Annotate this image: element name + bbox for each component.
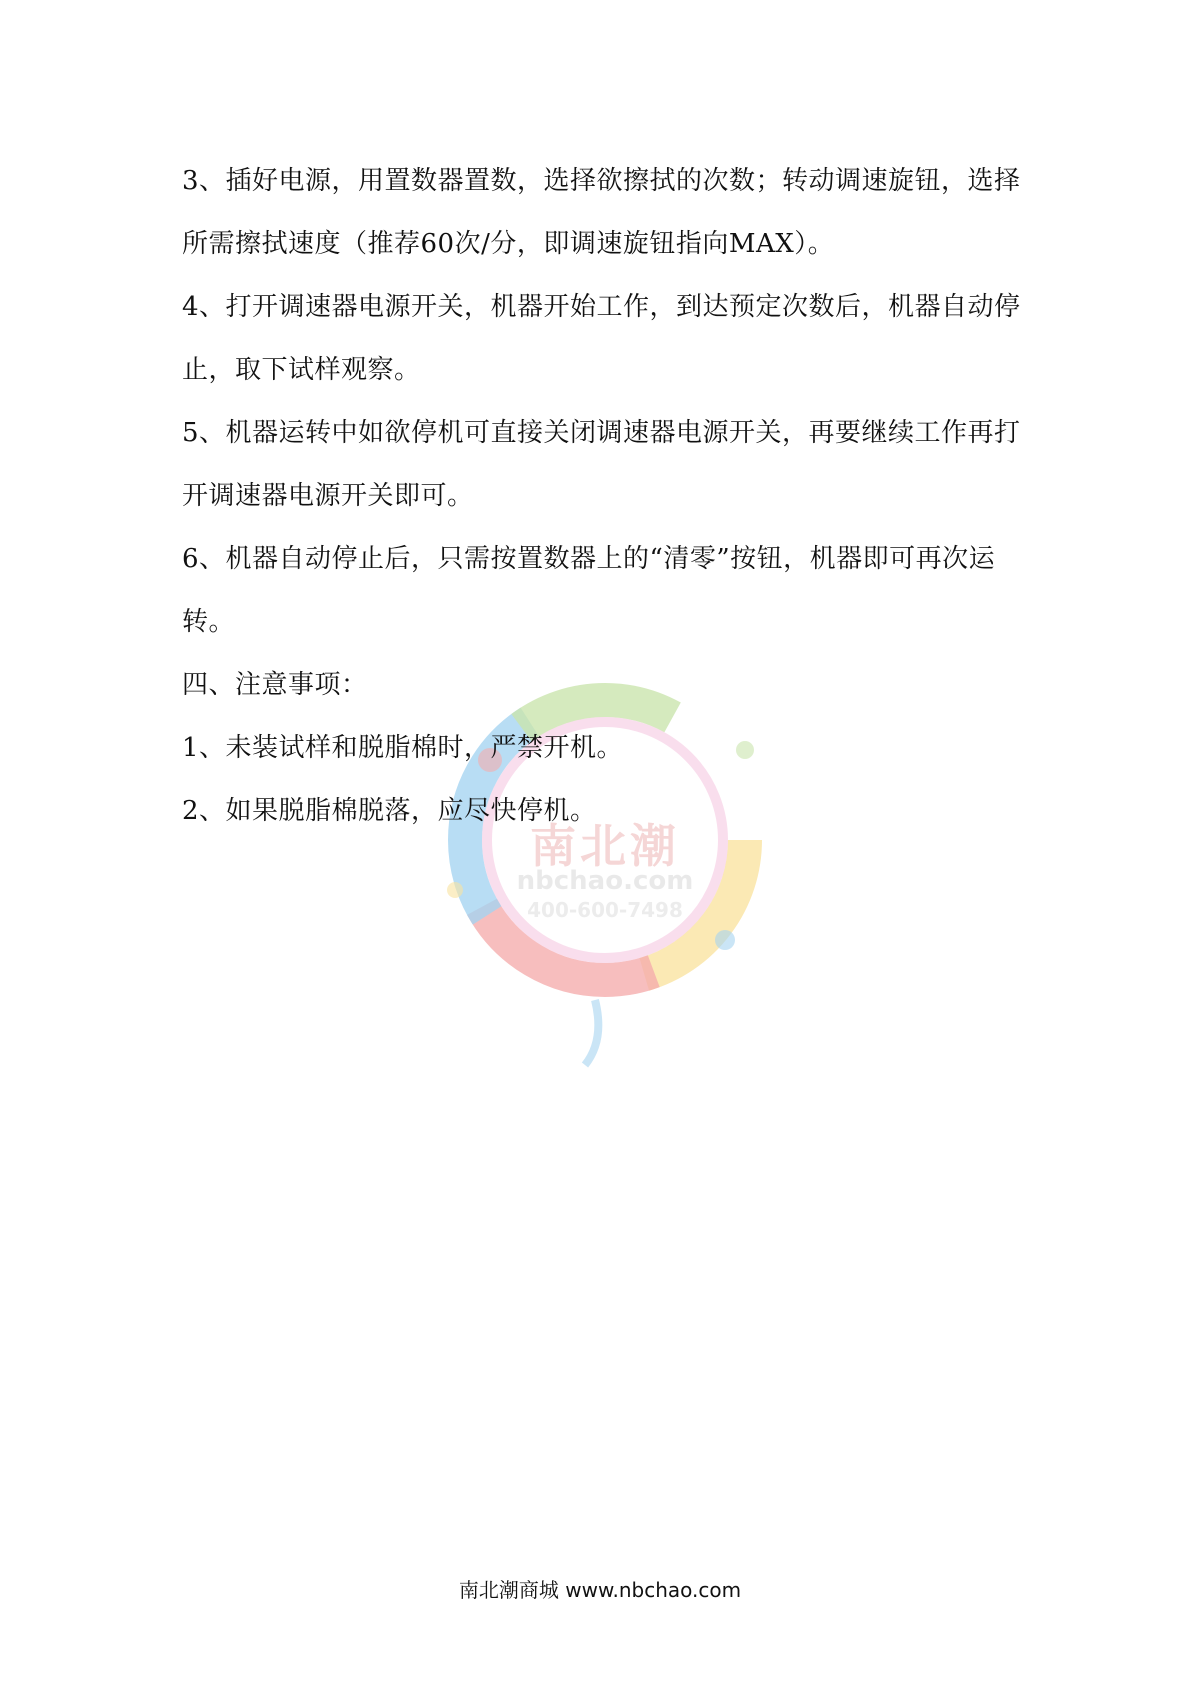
- watermark-brand-cn: 南北潮: [530, 819, 680, 873]
- paragraph-step-6: 6、机器自动停止后，只需按置数器上的“清零”按钮，机器即可再次运转。: [182, 544, 996, 637]
- paragraph-step-5: 5、机器运转中如欲停机可直接关闭调速器电源开关，再要继续工作再打开调速器电源开关即可。: [182, 418, 1021, 511]
- document-body: [182, 150, 1032, 843]
- precaution-item-1: 1、未装试样和脱脂棉时，严禁开机。: [182, 733, 624, 763]
- watermark-phone: 400-600-7498: [527, 898, 683, 922]
- watermark-site: nbchao.com: [516, 866, 694, 896]
- page-footer: 南北潮商城 www.nbchao.com: [458, 1578, 742, 1602]
- paragraph-step-4: 4、打开调速器电源开关，机器开始工作，到达预定次数后，机器自动停止，取下试样观察。: [182, 292, 1021, 385]
- precaution-item-2: 2、如果脱脂棉脱落，应尽快停机。: [182, 796, 597, 826]
- paragraph-step-3: 3、插好电源，用置数器置数，选择欲擦拭的次数；转动调速旋钮，选择所需擦拭速度（推荐60次/分，即调速旋钮指向MAX）。: [182, 166, 1021, 259]
- section-heading-precautions: 四、注意事项：: [182, 670, 368, 700]
